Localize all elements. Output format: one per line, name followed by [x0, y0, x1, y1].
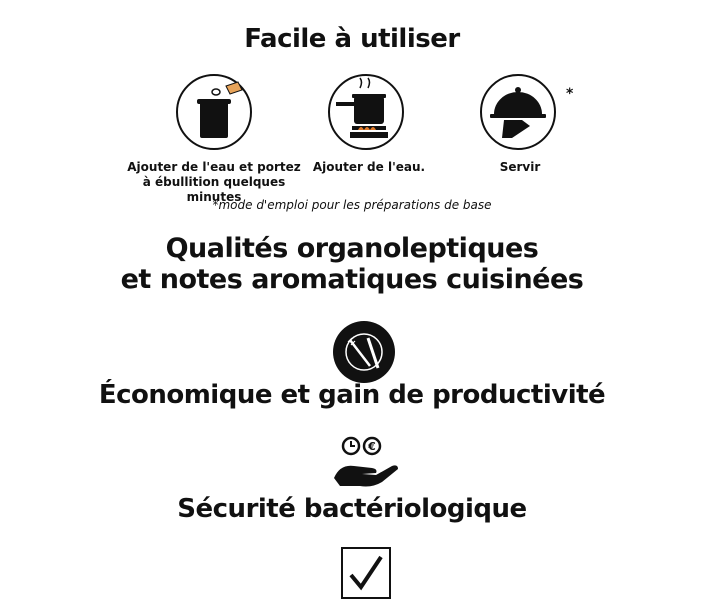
qualities-title-line-2: et notes aromatiques cuisinées	[120, 264, 584, 295]
serving-cloche-icon	[482, 76, 554, 148]
step-2-circle	[328, 74, 404, 150]
qualities-title-line-1: Qualités organoleptiques	[165, 233, 539, 264]
easy-use-title: Facile à utiliser	[244, 24, 460, 54]
step-2-caption: Ajouter de l'eau.	[312, 160, 426, 174]
step-1-circle	[176, 74, 252, 150]
safety-title: Sécurité bactériologique	[177, 494, 527, 524]
saucepan-on-stove-icon	[330, 76, 402, 148]
usage-footnote: *mode d'emploi pour les préparations de base	[212, 198, 492, 212]
pot-icon	[178, 76, 250, 148]
checkbox-checked-icon	[341, 547, 391, 599]
step-3-circle	[480, 74, 556, 150]
asterisk-mark: *	[566, 86, 574, 102]
step-1-caption: Ajouter de l'eau et portez à ébullition quelques minutes	[127, 160, 301, 204]
qualities-title	[0, 233, 704, 295]
step-3-caption: Servir	[499, 160, 541, 174]
hand-clock-euro-icon	[332, 434, 402, 490]
plate-fork-knife-icon	[332, 320, 396, 384]
svg-text:€: €	[368, 440, 376, 453]
economy-title: Économique et gain de productivité	[98, 380, 606, 410]
